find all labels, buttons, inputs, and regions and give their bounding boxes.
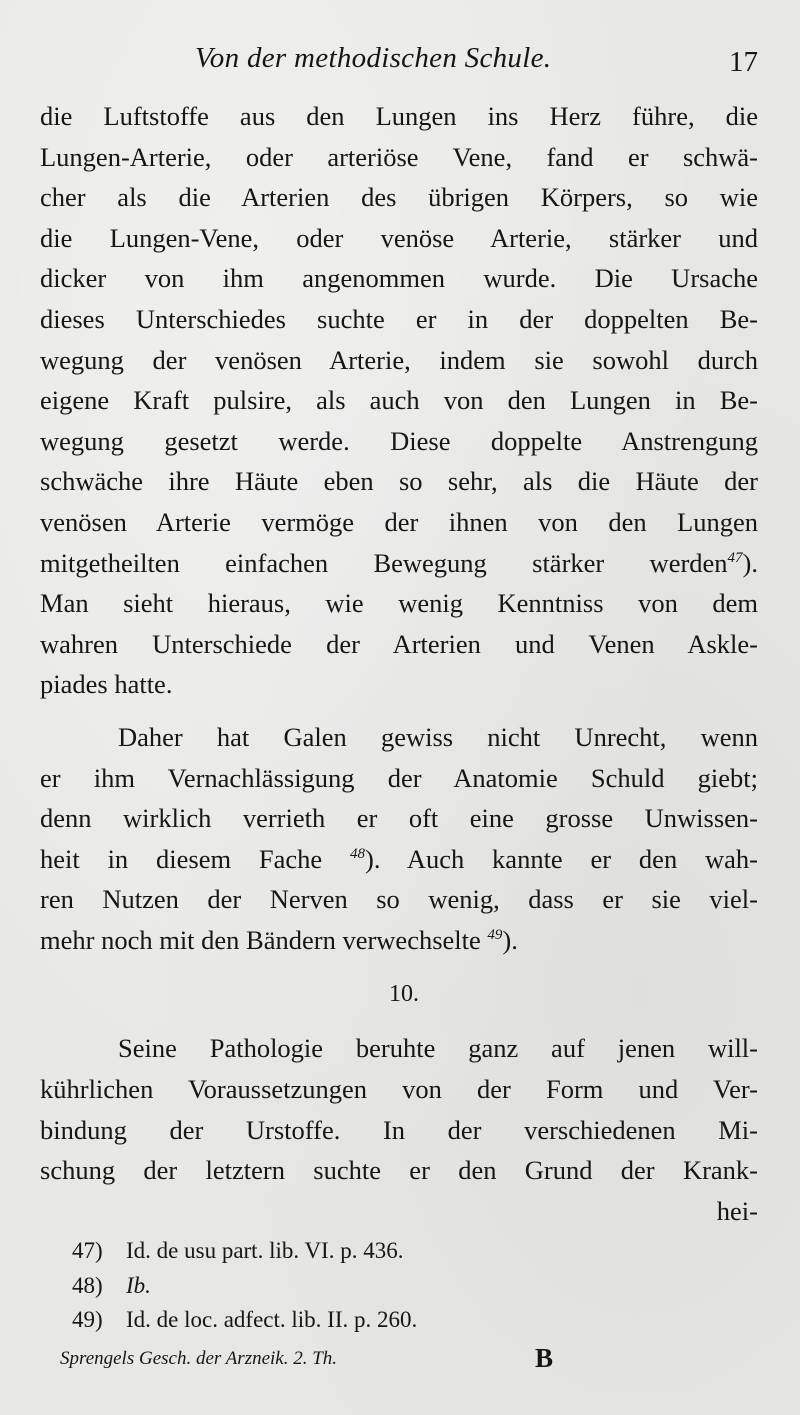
- footnote-number: 47): [72, 1238, 103, 1263]
- text-line: er ihm Vernachlässigung der Anatomie Schuld giebt;: [40, 762, 758, 793]
- text-line-with-note: [40, 920, 758, 961]
- text-line: denn wirklich verrieth er oft eine grosse Unwissen-: [40, 803, 758, 834]
- footnote-ref-47: 47: [727, 549, 743, 566]
- line-text: mitgetheilten einfachen Bewegung stärker werden: [40, 547, 728, 578]
- footnote-number: 49): [72, 1307, 103, 1332]
- text-line: Seine Pathologie beruhte ganz auf jenen will-: [118, 1033, 758, 1064]
- footnote-ref-49: 49: [487, 926, 503, 943]
- footnote-49: [72, 1303, 692, 1338]
- footnote-number: 48): [72, 1272, 103, 1298]
- text-line: wegung gesetzt werde. Diese doppelte Anstrengung: [40, 425, 758, 456]
- text-line-with-note: [40, 839, 758, 880]
- note-close: ).: [365, 843, 381, 874]
- text-line: eigene Kraft pulsire, als auch von den Lungen in Be-: [40, 385, 758, 416]
- text-line: kührlichen Voraussetzungen von der Form und Ver-: [40, 1074, 758, 1105]
- note-close: ).: [742, 547, 758, 578]
- running-head: [40, 40, 760, 84]
- text-line: die Lungen-Vene, oder venöse Arterie, stärker und: [40, 222, 758, 253]
- footnotes: [72, 1234, 692, 1338]
- text-line: Man sieht hieraus, wie wenig Kenntniss von dem: [40, 588, 758, 619]
- paragraph-1: [40, 96, 758, 705]
- footnote-text: Id. de usu part. lib. VI. p. 436.: [126, 1238, 404, 1263]
- text-line: schung der letztern suchte er den Grund der Krank-: [40, 1155, 758, 1186]
- text-line: dieses Unterschiedes suchte er in der doppelten Be-: [40, 303, 758, 334]
- text-line: ren Nutzen der Nerven so wenig, dass er sie viel-: [40, 884, 758, 915]
- printer-signature-line: Sprengels Gesch. der Arzneik. 2. Th.: [60, 1348, 338, 1369]
- signature-mark: B: [535, 1343, 554, 1373]
- footnote-text: Id. de loc. adfect. lib. II. p. 260.: [126, 1307, 418, 1332]
- footnote-ref-48: 48: [350, 845, 365, 862]
- footnote-47: [72, 1234, 692, 1269]
- footnote-48: [72, 1269, 692, 1304]
- footnote-text: Ib.: [126, 1272, 151, 1298]
- text-line: schwäche ihre Häute eben so sehr, als die Häute der: [40, 466, 758, 497]
- line-text: Auch kannte er den wah-: [406, 843, 758, 874]
- body-text: [40, 96, 758, 1231]
- catchword: hei-: [716, 1195, 758, 1226]
- text-line: wegung der venösen Arterie, indem sie sowohl durch: [40, 344, 758, 375]
- line-text: heit in diesem Fache: [40, 843, 323, 874]
- text-line: Lungen-Arterie, oder arteriöse Vene, fand er schwä-: [40, 141, 758, 172]
- text-line: Daher hat Galen gewiss nicht Unrecht, wenn: [118, 721, 758, 752]
- line-text: mehr noch mit den Bändern verwechselte: [40, 924, 481, 955]
- text-line: wahren Unterschiede der Arterien und Venen Askle-: [40, 628, 758, 659]
- note-close: ).: [502, 924, 518, 955]
- text-line: cher als die Arterien des übrigen Körpers, so wie: [40, 182, 758, 213]
- paragraph-2: [40, 717, 758, 961]
- page-number: 17: [729, 46, 758, 78]
- section-number: 10.: [389, 981, 419, 1008]
- text-line-with-note: [40, 543, 758, 584]
- text-line: bindung der Urstoffe. In der verschiedenen Mi-: [40, 1114, 758, 1145]
- text-line: venösen Arterie vermöge der ihnen von den Lungen: [40, 506, 758, 537]
- running-title: Von der methodischen Schule.: [195, 42, 552, 74]
- paragraph-3: [40, 1028, 758, 1231]
- paragraph-gap: [40, 705, 758, 717]
- text-line: dicker von ihm angenommen wurde. Die Ursache: [40, 263, 758, 294]
- text-line: die Luftstoffe aus den Lungen ins Herz führe, die: [40, 101, 758, 131]
- text-line: piades hatte.: [40, 669, 173, 700]
